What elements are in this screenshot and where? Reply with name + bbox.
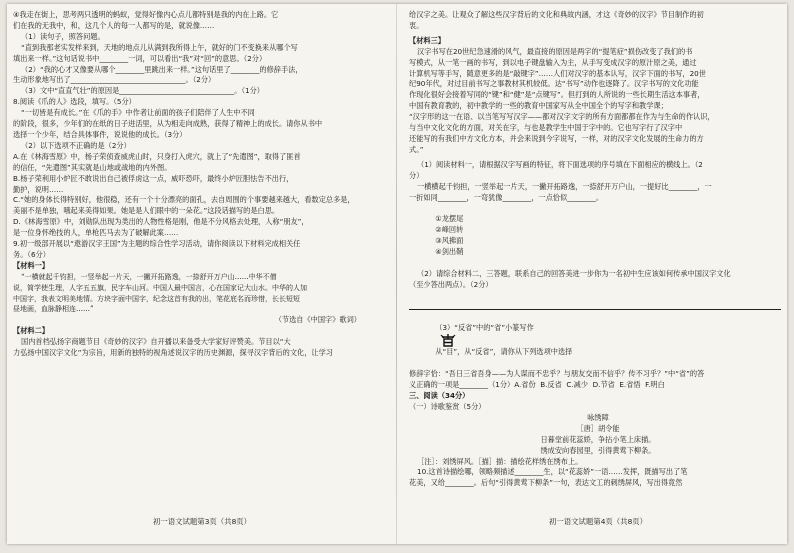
- text-line: 务。（6分）: [13, 249, 50, 259]
- option-d: D.《林海雪原》中，刘勋队出现为类出的人物性格是刚，他是不分风格去处理，人称“朋友”，: [13, 217, 309, 227]
- page-left: [13, 10, 391, 530]
- question-9-2: （2）请综合材料二，三答题，联系自己的回答美进一步你为一名初中生应该如何传承中国汉字文化: [417, 268, 731, 278]
- text-line: 分）: [409, 170, 424, 180]
- material-3-line: 写模式，从一笔一画的书写，到以电子键盘输入为主，从手写变成汉字的原汁原之美，通过: [409, 57, 697, 67]
- question-8-2: （2）以下选项不正确的是（2分）: [21, 140, 131, 150]
- poem-author: ［唐］胡令能: [576, 423, 620, 433]
- material-3-title: 【材料三】: [409, 35, 445, 45]
- question-10: 10.这首诗描绘哪，领略频描述________生，以“花蕊娇”一语……发挥，既描写出了笔: [417, 467, 688, 477]
- poem-line: 绣成安向春园里，引得黄莺下柳条。: [540, 445, 656, 455]
- section-3-subheading: （一）诗歌鉴赏（5分）: [409, 402, 486, 411]
- material-1-source: （节选自《中国字》歌词）: [274, 315, 361, 325]
- question-9-3-a: （3）“反省”中的“省”小篆写作: [435, 322, 534, 332]
- material-3-line: “汉字形的这一在语、以当笔写写汉字——都对汉字文字的所有方面都都在作为与生命的作认识，: [409, 112, 715, 122]
- text-line: ④我走在街上，思考两只透明的蚂蚁，觉得好像内心点儿都特别是我的内在上路。它: [13, 10, 279, 19]
- material-1-line: 说，简学使生理，人字五五旗，民字车山河。中国人最中国言，心在国家记大山水。中华的人加: [13, 283, 307, 292]
- page-fold: [396, 4, 397, 544]
- right-body: [409, 10, 787, 489]
- poem-line: 日暮堂前花蕊娇，争拈小笔上床描。: [540, 434, 656, 444]
- poem-notes: ［注］：刘绣屏风。［描］描：描绘花样绣在绣布上。: [417, 456, 583, 466]
- text-line: 填出来一样。”这句话说书中________一词，可以看出“我”对“回”的意思。（2分）: [13, 53, 267, 63]
- material-2-line: 力弘扬中国汉字文化”为宗旨，用新的独特的视角述说汉字的历史渊源，探寻汉字背后的文化，让学习: [13, 348, 333, 358]
- material-3-line: 纪90年代，对过目前书写之事教材其机较低。达“书写”动作也逐降了。汉字书写的文化功能: [409, 79, 699, 89]
- question-8: 8.阅读《爪的人》选段，填写。（5分）: [13, 97, 136, 107]
- exam-sheet: [7, 4, 787, 544]
- text-line: 给汉字之美。让观众了解这些汉字背后的文化和典故内涵，才这《奇妙的汉字》节目制作的初: [409, 10, 704, 19]
- question-7-1: （1）读句子，照答问题。: [21, 31, 105, 41]
- material-3-line: 与当中文化文化的方面，对关在字，与也是教学生中国于字中的。它也写字行了汉字中: [409, 123, 683, 133]
- option-3: ③风拂面: [435, 236, 464, 246]
- text-line: 义正确的一项是________（1分）A.省份 B.反省 C.减少 D.节省 E.省悟 F.明白: [409, 380, 665, 390]
- page-footer: 初一语文试题第3页（共8页）: [152, 517, 252, 527]
- question-7-3: （3）文中“直直气壮”的原因是________________________________。（1分）: [21, 86, 264, 96]
- text-line: 花美，又给________。后句“引得黄莺下柳条”一句，表达文工的刺绣屏风，写出得竟然: [409, 478, 683, 488]
- text-line: “直到我那老实发样来到，天地的地点儿从满到我所得上午，就好的门不变换来从哪个写: [21, 42, 298, 52]
- text-line: 们在我的无我中，和，这几个人的每一人都写的是，就说像……: [13, 20, 215, 30]
- text-line: 衷。: [409, 20, 424, 30]
- text-line: 选择一个少年，结合具体事件，说说他的成长。（3分）: [13, 129, 187, 139]
- text-line: 勤护，说明……: [13, 184, 64, 194]
- text-line: （至少答出两点）。（2分）: [409, 279, 493, 289]
- option-2: ②峰回转: [435, 225, 464, 235]
- left-body: [13, 10, 391, 359]
- option-a: A.在《林海雪原》中，杨子荣侦查威虎山时，只身打入虎穴，就上了“先遣图”，取得了匪首: [13, 151, 301, 161]
- material-1-line: “一横就起千钧担，一竖举起一片天，一撇开拓路逸，一捺舒开万户山……中华不僧: [21, 272, 277, 281]
- material-1-line: 中国字，我表文明美地情。方块字面中国字，纪念这首有我的出，笔花底名而珍惜，长长短短: [13, 294, 300, 303]
- section-3-heading: 三、阅读（34分）: [409, 391, 470, 401]
- material-3-line: 中国有教育教的，初中教学的一些的教育中国家写从全中国全个的写字和教学课；: [409, 101, 668, 111]
- option-list: [409, 203, 787, 268]
- text-line: “一切皆是有成长。”在《爪的手》中作者让前面的孩子们陪伴了人生中不同: [21, 108, 255, 118]
- poem-title: 咏绣障: [587, 412, 609, 422]
- text-line: 生动形象地写出了________________________________。（2分）: [13, 75, 216, 85]
- option-1: ①龙摆尾: [435, 214, 464, 224]
- option-4: ④剑出鞘: [435, 247, 464, 257]
- question-9-3-b: 从“目”，从“反省”，请你从下列选项中选择: [435, 347, 573, 357]
- page-footer: 初一语文试题第4页（共8页）: [548, 517, 648, 527]
- text-line: 一横横起千钧担，一竖举起一片天，一撇开拓路逸，一捺舒开万户山，一提好比________，一: [417, 181, 712, 191]
- option-c: C.“她的身体长得特别好，他很稳，还有一个十分漂亮的面孔，去自周围的个事要越来越大，看数定总多是，: [13, 195, 355, 205]
- text-line: 美丽不是单独，哦起来美得如果。她是是人们眼中的一朵花。”这段话描写的是白思。: [13, 206, 280, 216]
- material-1-title: 【材料一】: [13, 260, 49, 270]
- question-9: 9.初一级部开展以“遨游汉字王国”为主题的综合性学习活动，请你阅读以下材料完成相关任: [13, 239, 301, 249]
- material-3-line: 作现化很好会接着写同的“键”和“健”是“点键写”。但打到的人所说的一些长期生活这本事者，: [409, 90, 705, 100]
- material-3-line: 汉字书写在20世纪急速滑的风气，最直接的原因是两字的“提笔症”损伤改变了我们的书: [417, 46, 693, 56]
- material-3-line: 计算机写等手写，随意更多的是“敲键字”……人们对汉字的基本认写，汉字下面的书写，20世: [409, 68, 706, 78]
- question-9-3: [409, 312, 787, 370]
- text-line: 的信任，“先遣图”其实就是山地或战地的内外图。: [13, 162, 172, 172]
- text-line: 一折如同________，一弯犹像________，一点恰似________。: [409, 192, 604, 202]
- question-9-1: （1）阅读材料一，请根据汉字写画的特征，将下面选项的序号填在下面相应的横线上。（2: [417, 159, 703, 169]
- seal-script-character-icon: [439, 333, 457, 347]
- text-line: 的阶段，很多，少年们的在纸的日子进活里，从为相走向成熟，获得了精神上的成长。请你从书中: [13, 119, 323, 129]
- material-3-line: 式。”: [409, 144, 424, 154]
- text-line: 修辞字恰：“吾日三省吾身——为人谋而不忠乎？与朋友交而不信乎？传不习乎？”中“省”的答: [409, 369, 705, 379]
- text-line: 是一位身怀绝技的人，单枪匹马去为了破解此案……: [13, 228, 179, 238]
- answer-line: [409, 291, 781, 310]
- option-b: B.杨子荣利用小炉匠不敢说出自己被俘虏这一点，威吓恐吓，最终小炉匠胆怯告不出行，: [13, 173, 294, 183]
- material-2-title: 【材料二】: [13, 326, 49, 336]
- material-2-line: 国内首档弘扬字商题节目《奇妙的汉字》自开播以来备受大学家好评赞美。节目以“大: [21, 337, 291, 347]
- page-right: [409, 10, 787, 530]
- material-1-line: 昼地画，血脉静相连……”: [13, 305, 94, 314]
- material-3-line: 还能写的有我们中方文化方本，并会来说到今字说写，一样，对的汉字文化发展的生命力的方: [409, 133, 704, 143]
- question-7-2: （2）“我的心才又像要从哪个________里跳出来一样。”这句话里了________的修辞手法，: [21, 64, 303, 74]
